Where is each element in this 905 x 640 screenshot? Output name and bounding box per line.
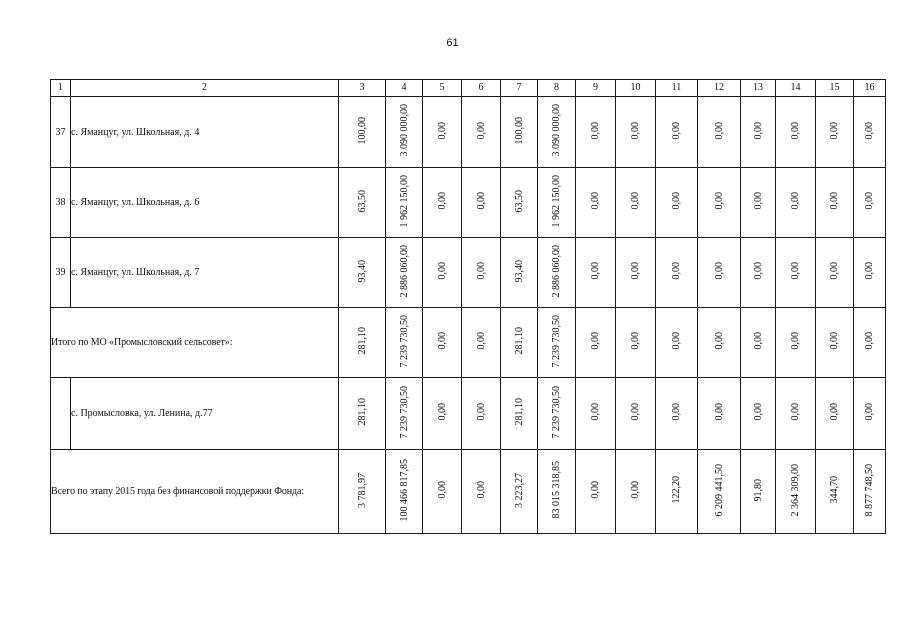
value-cell xyxy=(816,450,854,534)
cell-value: 7 239 730,50 xyxy=(398,385,410,439)
value-cell xyxy=(501,378,538,450)
value-cell xyxy=(423,378,462,450)
row-number xyxy=(51,378,71,450)
column-header: 2 xyxy=(71,80,339,97)
cell-value: 0,00 xyxy=(864,262,875,280)
cell-value: 0,00 xyxy=(790,121,801,140)
cell-value: 281,10 xyxy=(356,327,368,355)
value-cell xyxy=(423,168,462,238)
value-cell xyxy=(776,238,816,308)
cell-value: 100,00 xyxy=(356,116,368,145)
cell-value: 0,00 xyxy=(590,481,601,499)
value-cell xyxy=(776,97,816,168)
value-cell xyxy=(776,450,816,534)
cell-value: 93,40 xyxy=(513,259,525,283)
cell-value: 0,00 xyxy=(790,403,801,421)
column-header: 4 xyxy=(386,80,423,97)
value-cell xyxy=(656,97,698,168)
value-cell xyxy=(538,238,576,308)
column-header: 6 xyxy=(462,80,501,97)
value-cell xyxy=(538,450,576,534)
value-cell xyxy=(538,168,576,238)
cell-value: 344,70 xyxy=(829,476,840,504)
value-cell xyxy=(616,378,656,450)
value-cell xyxy=(462,308,501,378)
cell-value: 0,00 xyxy=(436,192,448,210)
table-row xyxy=(51,378,886,450)
value-cell xyxy=(501,450,538,534)
column-header: 13 xyxy=(741,80,776,97)
cell-value: 0,00 xyxy=(475,332,487,350)
cell-value: 0,00 xyxy=(475,262,487,280)
cell-value: 6 209 441,50 xyxy=(713,463,725,517)
value-cell xyxy=(656,168,698,238)
cell-value: 0,00 xyxy=(630,121,641,140)
cell-value: 0,00 xyxy=(671,403,682,421)
cell-value: 0,00 xyxy=(475,403,487,421)
value-cell xyxy=(616,97,656,168)
cell-value: 93,40 xyxy=(356,259,368,283)
value-cell xyxy=(462,238,501,308)
row-address: с. Промысловка, ул. Ленина, д.77 xyxy=(71,378,339,450)
cell-value: 0,00 xyxy=(752,332,764,350)
value-cell xyxy=(816,308,854,378)
row-address: с. Яманцуг, ул. Школьная, д. 6 xyxy=(71,168,339,238)
value-cell xyxy=(386,97,423,168)
cell-value: 0,00 xyxy=(630,403,641,421)
value-cell xyxy=(741,238,776,308)
cell-value: 0,00 xyxy=(436,332,448,350)
column-header: 1 xyxy=(51,80,71,97)
cell-value: 122,20 xyxy=(671,476,682,504)
cell-value: 8 877 748,50 xyxy=(864,463,875,517)
cell-value: 0,00 xyxy=(829,121,840,140)
value-cell xyxy=(776,378,816,450)
value-cell xyxy=(741,308,776,378)
value-cell xyxy=(339,168,386,238)
cell-value: 3 090 000,00 xyxy=(398,104,410,157)
value-cell xyxy=(854,378,886,450)
value-cell xyxy=(386,450,423,534)
column-header: 15 xyxy=(816,80,854,97)
cell-value: 0,00 xyxy=(713,121,725,140)
value-cell xyxy=(698,97,741,168)
subtotal-label: Итого по МО «Промысловский сельсовет»: xyxy=(51,308,339,378)
cell-value: 0,00 xyxy=(829,192,840,210)
value-cell xyxy=(776,168,816,238)
cell-value: 100,00 xyxy=(513,116,525,145)
cell-value: 0,00 xyxy=(475,121,487,140)
value-cell xyxy=(616,450,656,534)
cell-value: 63,50 xyxy=(513,189,525,213)
cell-value: 0,00 xyxy=(590,192,601,210)
value-cell xyxy=(698,308,741,378)
cell-value: 91,80 xyxy=(752,478,764,502)
value-cell xyxy=(816,97,854,168)
cell-value: 0,00 xyxy=(864,332,875,350)
row-number: 37 xyxy=(51,97,71,168)
page-number: 61 xyxy=(446,37,459,49)
cell-value: 1 962 150,00 xyxy=(551,174,562,228)
cell-value: 0,00 xyxy=(790,262,801,280)
cell-value: 0,00 xyxy=(752,121,764,140)
total-label: Всего по этапу 2015 года без финансовой поддержки Фонда: xyxy=(51,450,339,534)
row-address: с. Яманцуг, ул. Школьная, д. 4 xyxy=(71,97,339,168)
cell-value: 0,00 xyxy=(864,121,875,140)
column-header: 16 xyxy=(854,80,886,97)
cell-value: 7 239 730,50 xyxy=(551,314,562,368)
cell-value: 281,10 xyxy=(513,327,525,355)
row-number: 39 xyxy=(51,238,71,308)
table-row xyxy=(51,238,886,308)
cell-value: 83 015 318,85 xyxy=(551,461,562,519)
value-cell xyxy=(423,450,462,534)
value-cell xyxy=(776,308,816,378)
value-cell xyxy=(501,238,538,308)
cell-value: 0,00 xyxy=(829,262,840,280)
value-cell xyxy=(741,450,776,534)
column-header: 3 xyxy=(339,80,386,97)
cell-value: 3 090 000,00 xyxy=(551,104,562,157)
value-cell xyxy=(854,450,886,534)
cell-value: 1 962 150,00 xyxy=(398,174,410,228)
cell-value: 281,10 xyxy=(513,398,525,426)
value-cell xyxy=(462,97,501,168)
cell-value: 0,00 xyxy=(436,121,448,140)
cell-value: 0,00 xyxy=(671,332,682,350)
value-cell xyxy=(339,450,386,534)
row-address: с. Яманцуг, ул. Школьная, д. 7 xyxy=(71,238,339,308)
column-header: 11 xyxy=(656,80,698,97)
cell-value: 0,00 xyxy=(630,481,641,499)
value-cell xyxy=(423,97,462,168)
value-cell xyxy=(854,308,886,378)
cell-value: 0,00 xyxy=(829,403,840,421)
cell-value: 3 781,97 xyxy=(356,472,368,508)
cell-value: 0,00 xyxy=(630,192,641,210)
cell-value: 0,00 xyxy=(630,262,641,280)
cell-value: 0,00 xyxy=(752,262,764,280)
cell-value: 0,00 xyxy=(671,192,682,210)
cell-value: 7 239 730,50 xyxy=(551,385,562,439)
cell-value: 0,00 xyxy=(590,403,601,421)
cell-value: 0,00 xyxy=(713,332,725,350)
cell-value: 0,00 xyxy=(436,481,448,499)
value-cell xyxy=(854,97,886,168)
cell-value: 0,00 xyxy=(752,403,764,421)
value-cell xyxy=(656,450,698,534)
value-cell xyxy=(616,238,656,308)
value-cell xyxy=(816,238,854,308)
column-header: 14 xyxy=(776,80,816,97)
table-row xyxy=(51,97,886,168)
value-cell xyxy=(423,238,462,308)
value-cell xyxy=(462,168,501,238)
cell-value: 7 239 730,50 xyxy=(398,314,410,368)
value-cell xyxy=(576,308,616,378)
value-cell xyxy=(698,378,741,450)
cell-value: 2 364 309,00 xyxy=(790,463,801,517)
value-cell xyxy=(386,238,423,308)
table-row xyxy=(51,168,886,238)
value-cell xyxy=(741,378,776,450)
cell-value: 2 886 060,00 xyxy=(398,244,410,298)
value-cell xyxy=(698,450,741,534)
value-cell xyxy=(339,97,386,168)
value-cell xyxy=(386,308,423,378)
value-cell xyxy=(576,168,616,238)
value-cell xyxy=(538,308,576,378)
cell-value: 0,00 xyxy=(630,332,641,350)
cell-value: 0,00 xyxy=(864,192,875,210)
total-row xyxy=(51,450,886,534)
value-cell xyxy=(816,168,854,238)
value-cell xyxy=(501,97,538,168)
cell-value: 0,00 xyxy=(590,121,601,140)
value-cell xyxy=(854,168,886,238)
cell-value: 0,00 xyxy=(590,332,601,350)
header-row xyxy=(51,80,886,97)
cell-value: 0,00 xyxy=(790,332,801,350)
value-cell xyxy=(698,168,741,238)
value-cell xyxy=(616,168,656,238)
value-cell xyxy=(576,238,616,308)
value-cell xyxy=(656,308,698,378)
value-cell xyxy=(501,308,538,378)
column-header: 7 xyxy=(501,80,538,97)
cell-value: 3 223,27 xyxy=(513,472,525,508)
column-header: 9 xyxy=(576,80,616,97)
value-cell xyxy=(339,378,386,450)
column-header: 12 xyxy=(698,80,741,97)
value-cell xyxy=(576,450,616,534)
value-cell xyxy=(462,378,501,450)
cell-value: 2 886 060,00 xyxy=(551,244,562,298)
cell-value: 100 466 817,85 xyxy=(398,458,410,522)
cell-value: 0,00 xyxy=(671,121,682,140)
cell-value: 0,00 xyxy=(713,192,725,210)
value-cell xyxy=(386,378,423,450)
cell-value: 0,00 xyxy=(713,403,725,421)
value-cell xyxy=(538,378,576,450)
value-cell xyxy=(501,168,538,238)
cell-value: 0,00 xyxy=(864,403,875,421)
cell-value: 0,00 xyxy=(752,192,764,210)
cell-value: 0,00 xyxy=(790,192,801,210)
value-cell xyxy=(576,97,616,168)
cell-value: 0,00 xyxy=(475,192,487,210)
value-cell xyxy=(854,238,886,308)
column-header: 5 xyxy=(423,80,462,97)
value-cell xyxy=(339,238,386,308)
cell-value: 0,00 xyxy=(475,481,487,499)
column-header: 10 xyxy=(616,80,656,97)
value-cell xyxy=(656,238,698,308)
value-cell xyxy=(616,308,656,378)
subtotal-row xyxy=(51,308,886,378)
value-cell xyxy=(741,97,776,168)
value-cell xyxy=(656,378,698,450)
cell-value: 0,00 xyxy=(436,403,448,421)
cell-value: 0,00 xyxy=(829,332,840,350)
value-cell xyxy=(462,450,501,534)
value-cell xyxy=(741,168,776,238)
cell-value: 281,10 xyxy=(356,398,368,426)
cell-value: 0,00 xyxy=(713,262,725,280)
value-cell xyxy=(423,308,462,378)
value-cell xyxy=(386,168,423,238)
value-cell xyxy=(538,97,576,168)
column-header: 8 xyxy=(538,80,576,97)
row-number: 38 xyxy=(51,168,71,238)
cell-value: 0,00 xyxy=(671,262,682,280)
cell-value: 0,00 xyxy=(590,262,601,280)
value-cell xyxy=(576,378,616,450)
value-cell xyxy=(816,378,854,450)
value-cell xyxy=(339,308,386,378)
value-cell xyxy=(698,238,741,308)
cell-value: 63,50 xyxy=(356,189,368,213)
data-table xyxy=(50,79,886,534)
cell-value: 0,00 xyxy=(436,262,448,280)
